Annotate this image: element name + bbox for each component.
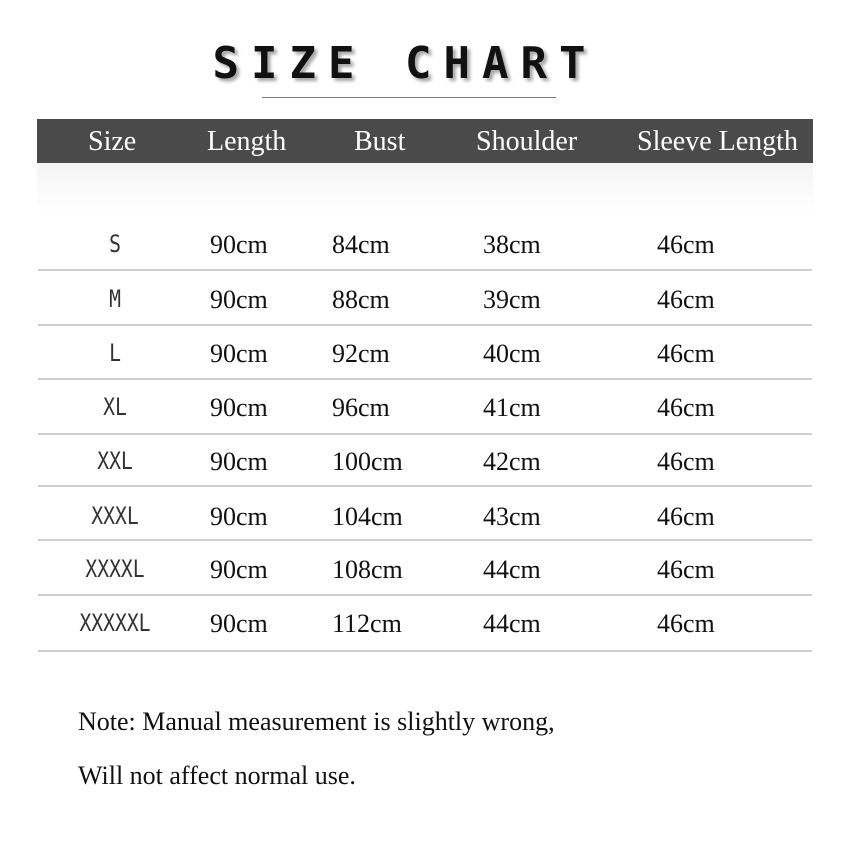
row-divider [38,269,812,271]
row-divider [38,378,812,380]
length-cell: 90cm [210,447,268,476]
note-line-2: Will not affect normal use. [78,761,356,790]
shoulder-cell: 41cm [483,393,541,422]
chart-title: SIZE CHART [212,38,598,89]
sleeve-length-cell: 46cm [657,447,715,476]
row-divider [38,650,812,652]
title-underline [262,97,556,98]
sleeve-length-cell: 46cm [657,609,715,638]
bust-cell: 84cm [332,230,390,259]
column-header-shoulder: Shoulder [476,126,578,157]
size-cell: S [109,230,121,258]
size-cell: XXL [97,447,133,475]
length-cell: 90cm [210,285,268,314]
column-header-bust: Bust [354,126,406,157]
row-divider [38,433,812,435]
shoulder-cell: 43cm [483,502,541,531]
bust-cell: 104cm [332,502,403,531]
shoulder-cell: 44cm [483,555,541,584]
size-cell: XXXL [91,502,139,530]
size-cell: M [109,285,121,313]
bust-cell: 96cm [332,393,390,422]
size-cell: XXXXXL [79,609,151,637]
sleeve-length-cell: 46cm [657,285,715,314]
sleeve-length-cell: 46cm [657,230,715,259]
row-divider [38,485,812,487]
sleeve-length-cell: 46cm [657,393,715,422]
sleeve-length-cell: 46cm [657,502,715,531]
shoulder-cell: 42cm [483,447,541,476]
sleeve-length-cell: 46cm [657,555,715,584]
bust-cell: 108cm [332,555,403,584]
note-line-1: Note: Manual measurement is slightly wrong, [78,707,555,736]
sleeve-length-cell: 46cm [657,339,715,368]
length-cell: 90cm [210,555,268,584]
size-cell: XXXXL [85,555,145,583]
length-cell: 90cm [210,339,268,368]
bust-cell: 100cm [332,447,403,476]
size-cell: L [109,339,121,367]
bust-cell: 112cm [332,609,402,638]
header-shadow [37,163,813,213]
shoulder-cell: 40cm [483,339,541,368]
shoulder-cell: 44cm [483,609,541,638]
shoulder-cell: 38cm [483,230,541,259]
row-divider [38,594,812,596]
length-cell: 90cm [210,609,268,638]
size-cell: XL [103,393,127,421]
column-header-sleeve-length: Sleeve Length [637,126,798,157]
column-header-size: Size [88,126,137,157]
shoulder-cell: 39cm [483,285,541,314]
column-header-length: Length [207,126,287,157]
row-divider [38,539,812,541]
length-cell: 90cm [210,230,268,259]
row-divider [38,324,812,326]
length-cell: 90cm [210,393,268,422]
bust-cell: 92cm [332,339,390,368]
bust-cell: 88cm [332,285,390,314]
length-cell: 90cm [210,502,268,531]
